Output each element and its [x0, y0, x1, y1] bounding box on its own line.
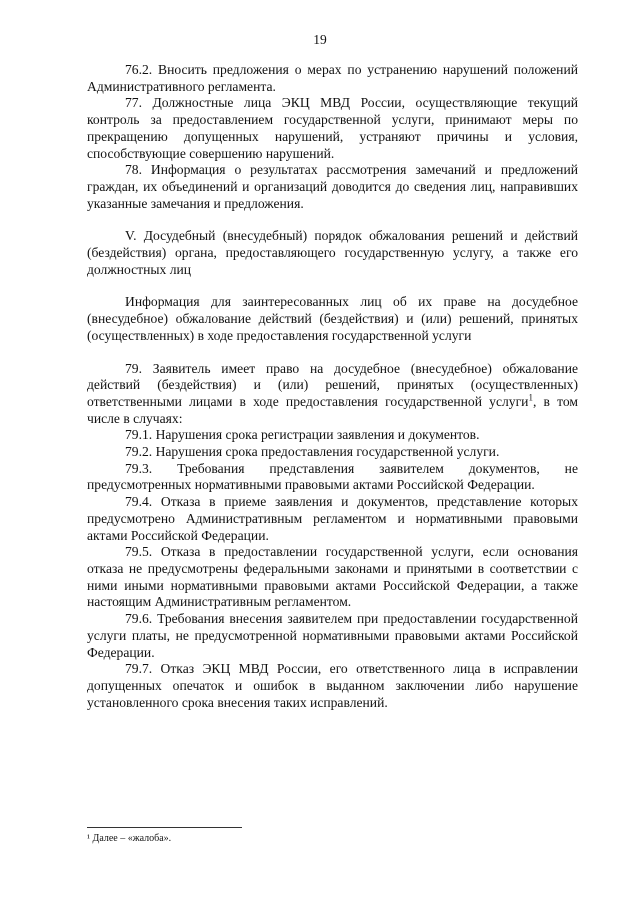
- paragraph-77: 77. Должностные лица ЭКЦ МВД России, осуществляющие текущий контроль за предоставлением государственной услуги, принимают меры по прекращению допущенных нарушений, устраняют причины и условия, способствующие совершению нарушений.: [87, 95, 578, 161]
- footnote-divider: [87, 827, 242, 828]
- section-v-heading: V. Досудебный (внесудебный) порядок обжалования решений и действий (бездействия) органа, предоставляющего государственную услугу, а также его должностных лиц: [87, 228, 578, 277]
- paragraph-79-tail: , в том числе в случаях:: [87, 393, 578, 426]
- paragraph-79-2: 79.2. Нарушения срока предоставления государственной услуги.: [125, 444, 500, 460]
- paragraph-76-2: 76.2. Вносить предложения о мерах по устранению нарушений положений Административного регламента.: [87, 62, 578, 94]
- paragraph-79-3: 79.3. Требования представления заявителем документов, не предусмотренных нормативными правовыми актами Российской Федерации.: [87, 460, 578, 493]
- info-heading: Информация для заинтересованных лиц об их праве на досудебное (внесудебное) обжалование действий (бездействия) и (или) решений, принятых (осуществленных) в ходе предоставления государственной услуги: [87, 294, 578, 343]
- footnote-ref: 1: [528, 392, 533, 403]
- footnote: ¹ Далее – «жалоба».: [87, 833, 172, 844]
- paragraph-79: [87, 361, 578, 428]
- paragraph-79-6: 79.6. Требования внесения заявителем при предоставлении государственной услуги платы, не предусмотренной нормативными правовыми актами Российской Федерации.: [87, 611, 578, 660]
- document-body: [87, 62, 578, 711]
- paragraph-79-5: 79.5. Отказа в предоставлении государственной услуги, если основания отказа не предусмотрены федеральными законами и принятыми в соответствии с ними иными нормативными правовыми актами Российской Федерации, а также настоящим Административным регламентом.: [87, 544, 578, 610]
- paragraph-79-4: 79.4. Отказа в приеме заявления и документов, представление которых предусмотрено Административным регламентом и нормативными правовыми актами Российской Федерации.: [87, 494, 578, 543]
- paragraph-79-text: 79. Заявитель имеет право на досудебное (внесудебное) обжалование действий (бездействия) и (или) решений, принятых (осуществленных) ответственными лицами в ходе предоставления государственной услуги: [87, 360, 578, 409]
- paragraph-79-7: 79.7. Отказ ЭКЦ МВД России, его ответственного лица в исправлении допущенных опечаток и ошибок в выданном заключении либо нарушение установленного срока внесения таких исправлений.: [87, 661, 578, 710]
- page-number: 19: [313, 32, 327, 47]
- paragraph-78: 78. Информация о результатах рассмотрения замечаний и предложений граждан, их объединений и организаций доводится до сведения лиц, направивших указанные замечания и предложения.: [87, 162, 578, 211]
- paragraph-79-1: 79.1. Нарушения срока регистрации заявления и документов.: [125, 427, 480, 443]
